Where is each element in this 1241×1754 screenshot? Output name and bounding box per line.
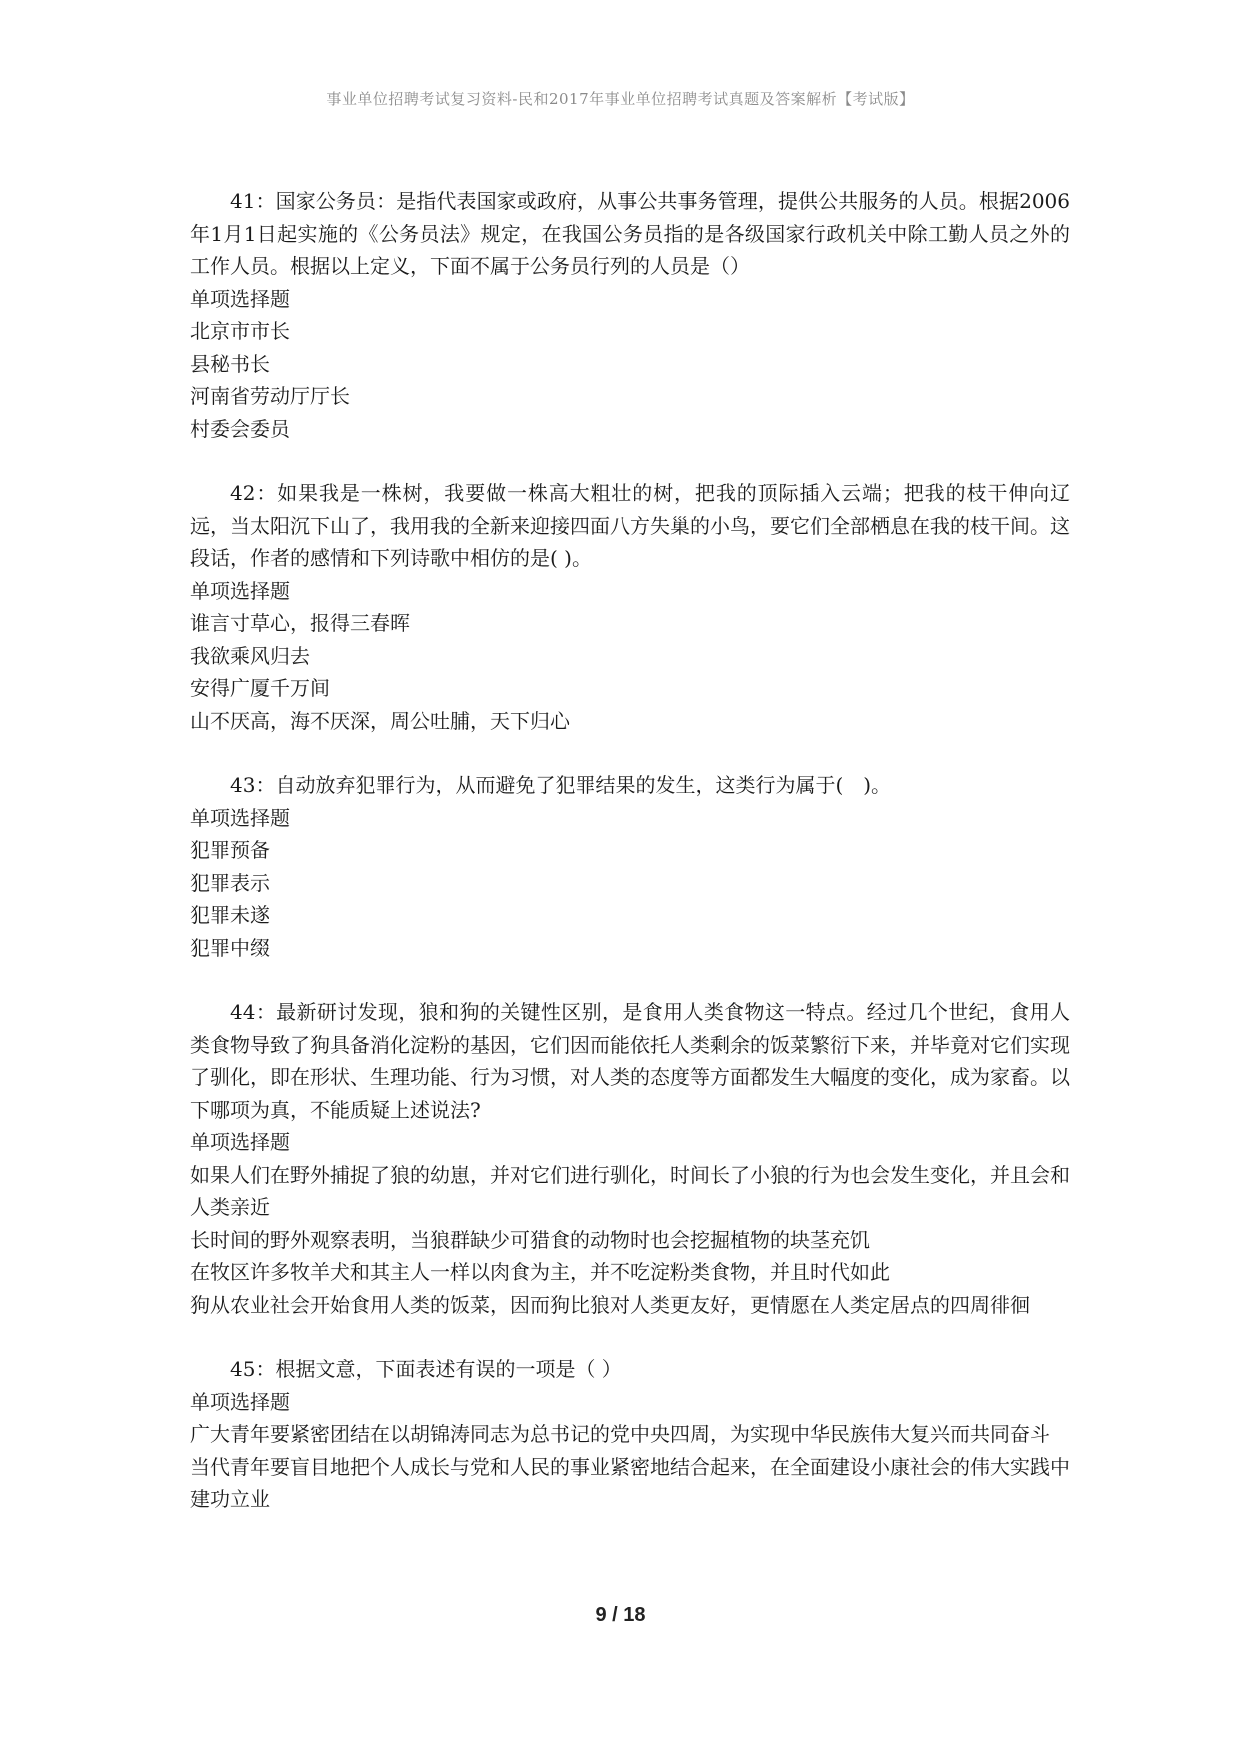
option-b: 犯罪表示 <box>190 870 270 895</box>
option-d: 山不厌高，海不厌深，周公吐脯，天下归心 <box>190 708 570 733</box>
option-c: 安得广厦千万间 <box>190 676 330 700</box>
question-stem: 45：根据文意，下面表述有误的一项是（ ） <box>230 1357 622 1381</box>
question-44 <box>190 996 1070 1321</box>
question-type: 单项选择题 <box>190 578 290 603</box>
question-stem: 42：如果我是一株树，我要做一株高大粗壮的树，把我的顶际插入云端；把我的枝干伸向辽远，当太阳沉下山了，我用我的全新来迎接四面八方失巢的小鸟，要它们全部栖息在我的枝干间。这段话，作者的感情和下列诗歌中相仿的是( )。 <box>190 481 1070 570</box>
option-d: 狗从农业社会开始食用人类的饭菜，因而狗比狼对人类更友好，更情愿在人类定居点的四周徘徊 <box>190 1292 1030 1317</box>
page-header: 事业单位招聘考试复习资料-民和2017年事业单位招聘考试真题及答案解析【考试版】 <box>326 90 915 108</box>
document-body <box>190 185 1070 1548</box>
page-number: 9 / 18 <box>595 1604 646 1626</box>
option-b: 长时间的野外观察表明，当狼群缺少可猎食的动物时也会挖掘植物的块茎充饥 <box>190 1227 870 1252</box>
option-b: 我欲乘风归去 <box>190 643 310 668</box>
question-type: 单项选择题 <box>190 1130 290 1154</box>
option-a: 广大青年要紧密团结在以胡锦涛同志为总书记的党中央四周，为实现中华民族伟大复兴而共同奋斗 <box>190 1422 1050 1446</box>
question-type: 单项选择题 <box>190 286 290 311</box>
question-43 <box>190 769 1070 964</box>
question-41 <box>190 185 1070 445</box>
question-stem: 44：最新研讨发现，狼和狗的关键性区别，是食用人类食物这一特点。经过几个世纪，食用人类食物导致了狗具备消化淀粉的基因，它们因而能依托人类剩余的饭菜繁衍下来，并毕竟对它们实现了驯化，即在形状、生理功能、行为习惯，对人类的态度等方面都发生大幅度的变化，成为家畜。以下哪项为真，不能质疑上述说法? <box>190 1000 1070 1122</box>
option-a: 北京市市长 <box>190 319 290 343</box>
question-42 <box>190 477 1070 737</box>
question-type: 单项选择题 <box>190 805 290 830</box>
option-b: 县秘书长 <box>190 351 270 376</box>
question-45 <box>190 1353 1070 1516</box>
question-stem: 43：自动放弃犯罪行为，从而避免了犯罪结果的发生，这类行为属于( )。 <box>230 773 892 797</box>
option-a: 犯罪预备 <box>190 838 270 862</box>
option-a: 如果人们在野外捕捉了狼的幼崽，并对它们进行驯化，时间长了小狼的行为也会发生变化，并且会和人类亲近 <box>190 1162 1070 1219</box>
option-d: 犯罪中缀 <box>190 935 270 960</box>
question-type: 单项选择题 <box>190 1389 290 1414</box>
question-stem: 41：国家公务员：是指代表国家或政府，从事公共事务管理，提供公共服务的人员。根据2006年1月1日起实施的《公务员法》规定，在我国公务员指的是各级国家行政机关中除工勤人员之外的工作人员。根据以上定义，下面不属于公务员行列的人员是（） <box>190 189 1070 278</box>
option-b: 当代青年要盲目地把个人成长与党和人民的事业紧密地结合起来，在全面建设小康社会的伟大实践中建功立业 <box>190 1454 1070 1511</box>
option-c: 河南省劳动厅厅长 <box>190 384 350 408</box>
option-c: 犯罪未遂 <box>190 903 270 927</box>
option-c: 在牧区许多牧羊犬和其主人一样以肉食为主，并不吃淀粉类食物，并且时代如此 <box>190 1260 890 1284</box>
option-d: 村委会委员 <box>190 416 290 441</box>
option-a: 谁言寸草心，报得三春晖 <box>190 611 410 635</box>
